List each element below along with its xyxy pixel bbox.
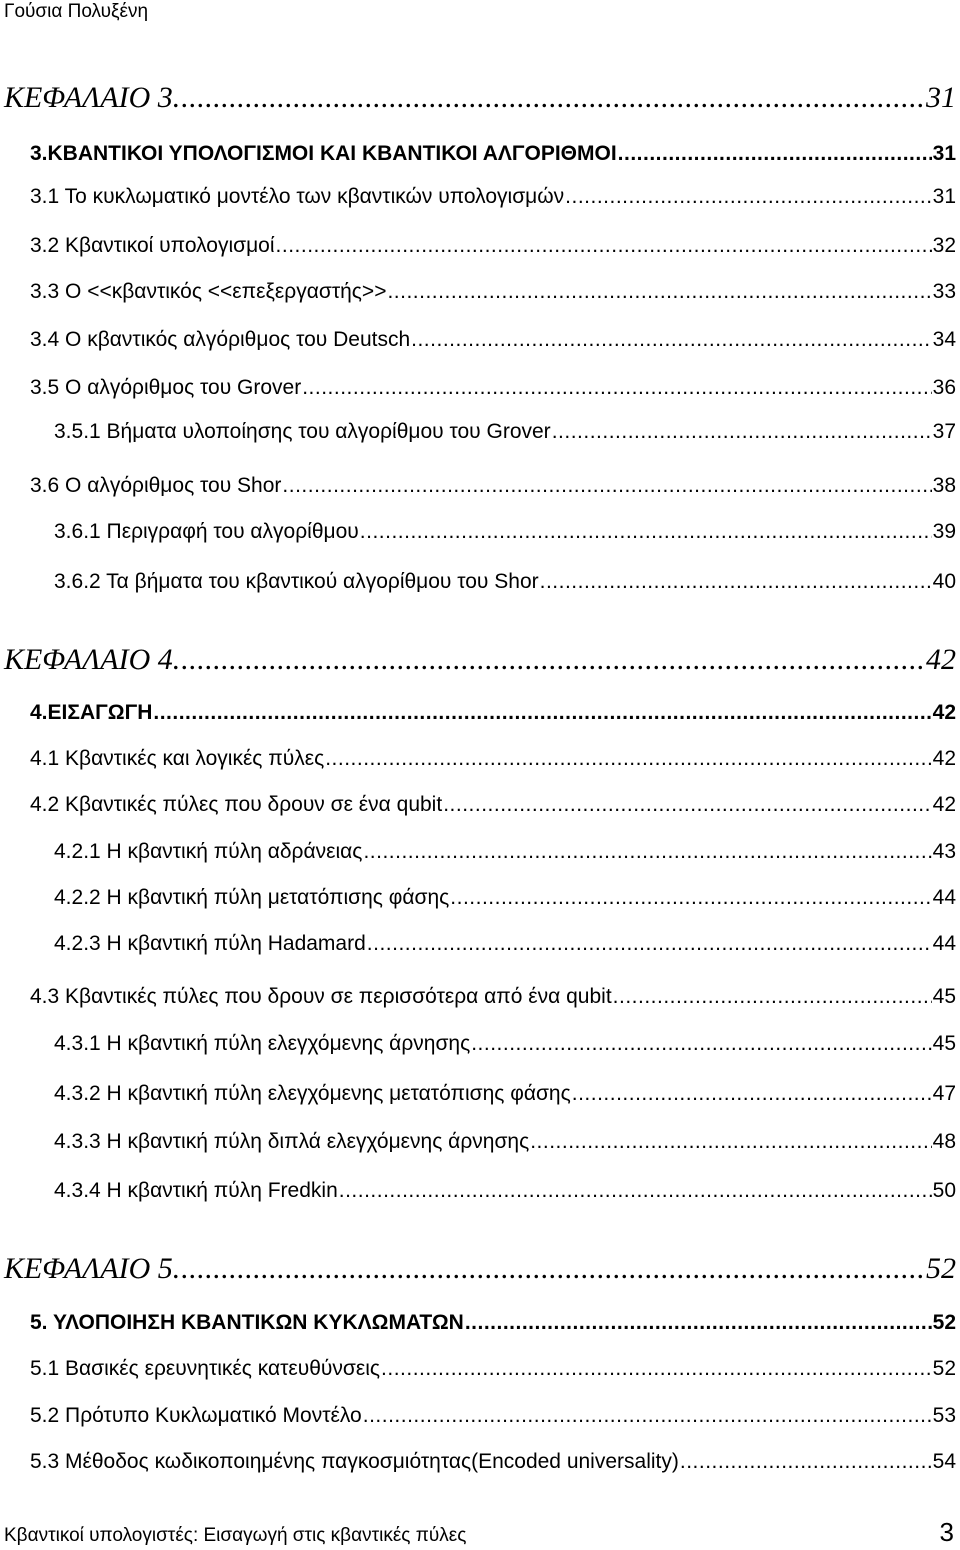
- footer-title: Κβαντικοί υπολογιστές: Εισαγωγή στις κβαντικές πύλες: [4, 1525, 467, 1546]
- toc-dot-leader: [153, 701, 931, 725]
- toc-entry-page: 48: [932, 1130, 956, 1153]
- toc-entry-title: 3.6.2 Τα βήματα του κβαντικού αλγορίθμου του Shor: [54, 570, 539, 593]
- toc-entry[interactable]: [30, 701, 956, 725]
- toc-entry[interactable]: [30, 1450, 956, 1474]
- toc-entry-page: 44: [932, 886, 956, 909]
- toc-entry[interactable]: [30, 1311, 956, 1335]
- toc-entry-page: 34: [932, 328, 956, 351]
- toc-entry[interactable]: [30, 1404, 956, 1428]
- toc-entry-page: 43: [932, 840, 956, 863]
- page-number: 3: [939, 1517, 954, 1547]
- toc-dot-leader: [411, 328, 932, 352]
- toc-entry[interactable]: [54, 420, 956, 444]
- toc-entry-title: 3.6 Ο αλγόριθμος του Shor: [30, 474, 282, 497]
- toc-entry-page: 50: [932, 1179, 956, 1202]
- toc-dot-leader: [181, 643, 925, 677]
- toc-entry-page: 36: [932, 376, 956, 399]
- toc-entry[interactable]: [30, 747, 956, 771]
- page-footer: [4, 1517, 954, 1548]
- header-author: Γούσια Πολυξένη: [4, 1, 149, 22]
- toc-entry-title: 3.1 Το κυκλωματικό μοντέλο των κβαντικών υπολογισμών: [30, 185, 565, 208]
- toc-dot-leader: [450, 886, 931, 910]
- toc-dot-leader: [680, 1450, 932, 1474]
- toc-dot-leader: [530, 1130, 931, 1154]
- toc-entry[interactable]: [4, 1252, 956, 1286]
- toc-entry[interactable]: [30, 328, 956, 352]
- toc-entry[interactable]: [54, 1130, 956, 1154]
- toc-entry-title: 4.2.2 Η κβαντική πύλη μετατόπισης φάσης: [54, 886, 450, 909]
- toc-entry-title: 3.2 Κβαντικοί υπολογισμοί: [30, 234, 275, 257]
- toc-dot-leader: [363, 840, 931, 864]
- toc-entry[interactable]: [4, 643, 956, 677]
- toc-dot-leader: [443, 793, 931, 817]
- toc-entry[interactable]: [54, 1032, 956, 1056]
- toc-dot-leader: [387, 280, 931, 304]
- toc-entry-title: ΚΕΦΑΛΑΙΟ 3.: [4, 81, 181, 114]
- toc-dot-leader: [363, 1404, 932, 1428]
- toc-entry[interactable]: [30, 985, 956, 1009]
- toc-entry-title: 3.ΚΒΑΝΤΙΚΟΙ ΥΠΟΛΟΓΙΣΜΟΙ ΚΑΙ ΚΒΑΝΤΙΚΟΙ ΑΛΓΟΡΙΘΜΟΙ: [30, 142, 617, 165]
- toc-dot-leader: [471, 1032, 931, 1056]
- toc-entry-page: 47: [932, 1082, 956, 1105]
- toc-entry-title: 3.5.1 Βήματα υλοποίησης του αλγορίθμου του Grover: [54, 420, 551, 443]
- toc-entry-title: 4.3.2 Η κβαντική πύλη ελεγχόμενης μετατόπισης φάσης: [54, 1082, 571, 1105]
- toc-entry-page: 45: [932, 1032, 956, 1055]
- toc-dot-leader: [465, 1311, 932, 1335]
- toc-entry-title: 4.ΕΙΣΑΓΩΓΗ: [30, 701, 153, 724]
- toc-entry-title: ΚΕΦΑΛΑΙΟ 4.: [4, 643, 181, 676]
- toc-dot-leader: [572, 1082, 932, 1106]
- toc-entry-page: 40: [932, 570, 956, 593]
- toc-entry-title: 5.3 Μέθοδος κωδικοποιημένης παγκοσμιότητας(Encoded universality): [30, 1450, 679, 1473]
- toc-entry-page: 53: [932, 1404, 956, 1427]
- toc-entry-title: 4.2 Κβαντικές πύλες που δρουν σε ένα qubit: [30, 793, 443, 816]
- toc-entry-page: 37: [932, 420, 956, 443]
- toc-entry-title: 4.2.1 Η κβαντική πύλη αδράνειας: [54, 840, 363, 863]
- toc-entry[interactable]: [4, 81, 956, 115]
- toc-entry-page: 39: [932, 520, 956, 543]
- toc-dot-leader: [552, 420, 932, 444]
- toc-entry-page: 52: [932, 1357, 956, 1380]
- toc-entry[interactable]: [30, 474, 956, 498]
- toc-entry-page: 31: [932, 142, 956, 165]
- toc-entry-title: ΚΕΦΑΛΑΙΟ 5.: [4, 1252, 181, 1285]
- toc-entry[interactable]: [30, 376, 956, 400]
- toc-entry[interactable]: [30, 280, 956, 304]
- toc-entry-page: 54: [932, 1450, 956, 1473]
- toc-entry-title: 3.5 Ο αλγόριθμος του Grover: [30, 376, 302, 399]
- toc-entry-page: 38: [932, 474, 956, 497]
- toc-entry-title: 4.2.3 Η κβαντική πύλη Hadamard: [54, 932, 366, 955]
- toc-entry-title: 5. ΥΛΟΠΟΙΗΣΗ ΚΒΑΝΤΙΚΩΝ ΚΥΚΛΩΜΑΤΩΝ: [30, 1311, 464, 1334]
- toc-dot-leader: [181, 81, 925, 115]
- toc-entry-page: 52: [926, 1252, 956, 1285]
- toc-entry-page: 52: [932, 1311, 956, 1334]
- toc-entry[interactable]: [54, 932, 956, 956]
- toc-entry-page: 32: [932, 234, 956, 257]
- toc-entry[interactable]: [54, 840, 956, 864]
- toc-dot-leader: [339, 1179, 932, 1203]
- toc-entry-page: 42: [932, 793, 956, 816]
- toc-entry[interactable]: [54, 570, 956, 594]
- toc-entry-page: 42: [926, 643, 956, 676]
- toc-dot-leader: [618, 142, 932, 166]
- toc-entry-page: 33: [932, 280, 956, 303]
- toc-entry-title: 4.3.4 Η κβαντική πύλη Fredkin: [54, 1179, 338, 1202]
- toc-entry-title: 4.3 Κβαντικές πύλες που δρουν σε περισσότερα από ένα qubit: [30, 985, 612, 1008]
- toc-entry[interactable]: [54, 886, 956, 910]
- toc-entry-page: 31: [926, 81, 956, 114]
- toc-entry-title: 4.1 Κβαντικές και λογικές πύλες: [30, 747, 325, 770]
- toc-entry-title: 3.6.1 Περιγραφή του αλγορίθμου: [54, 520, 359, 543]
- toc-dot-leader: [613, 985, 932, 1009]
- toc-entry-title: 5.2 Πρότυπο Κυκλωματικό Μοντέλο: [30, 1404, 362, 1427]
- toc-entry[interactable]: [30, 185, 956, 209]
- toc-dot-leader: [381, 1357, 932, 1381]
- toc-dot-leader: [276, 234, 932, 258]
- toc-entry-title: 5.1 Βασικές ερευνητικές κατευθύνσεις: [30, 1357, 381, 1380]
- toc-entry[interactable]: [30, 142, 956, 166]
- toc-dot-leader: [181, 1252, 925, 1286]
- toc-entry[interactable]: [30, 793, 956, 817]
- toc-entry-page: 42: [932, 701, 956, 724]
- toc-dot-leader: [325, 747, 931, 771]
- toc-dot-leader: [302, 376, 931, 400]
- toc-entry[interactable]: [30, 234, 956, 258]
- toc-dot-leader: [360, 520, 932, 544]
- toc-entry[interactable]: [54, 1179, 956, 1203]
- toc-entry[interactable]: [54, 520, 956, 544]
- toc-entry[interactable]: [30, 1357, 956, 1381]
- toc-entry-page: 31: [932, 185, 956, 208]
- toc-dot-leader: [565, 185, 931, 209]
- toc-dot-leader: [282, 474, 931, 498]
- toc-entry-title: 4.3.1 Η κβαντική πύλη ελεγχόμενης άρνησης: [54, 1032, 471, 1055]
- toc-dot-leader: [367, 932, 932, 956]
- toc-entry-title: 3.4 Ο κβαντικός αλγόριθμος του Deutsch: [30, 328, 411, 351]
- toc-entry-page: 42: [932, 747, 956, 770]
- toc-dot-leader: [540, 570, 932, 594]
- toc-entry-title: 4.3.3 Η κβαντική πύλη διπλά ελεγχόμενης άρνησης: [54, 1130, 530, 1153]
- toc-entry-page: 44: [932, 932, 956, 955]
- toc-entry-title: 3.3 Ο <<κβαντικός <<επεξεργαστής>>: [30, 280, 387, 303]
- toc-entry[interactable]: [54, 1082, 956, 1106]
- toc-entry-page: 45: [932, 985, 956, 1008]
